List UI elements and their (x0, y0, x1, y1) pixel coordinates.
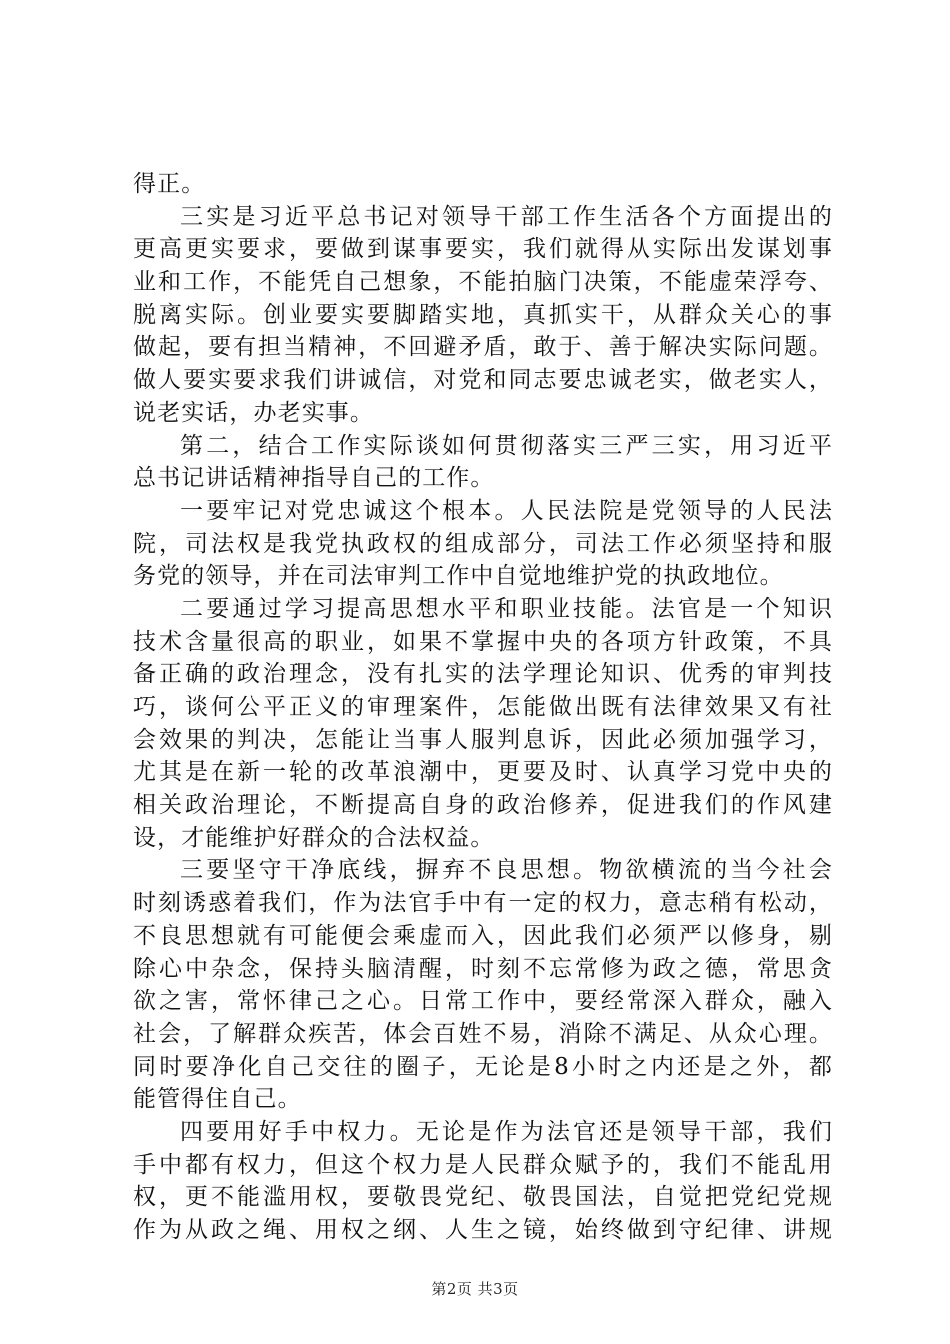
text-line: 务党的领导，并在司法审判工作中自觉地维护党的执政地位。 (133, 563, 784, 590)
text-line: 三实是习近平总书记对领导干部工作生活各个方面提出的 (180, 203, 833, 230)
text-line: 三要坚守干净底线，摒弃不良思想。物欲横流的当今社会 (180, 857, 833, 884)
text-line: 说老实话，办老实事。 (133, 399, 374, 426)
text-line: 得正。 (133, 171, 206, 197)
text-line: 业和工作，不能凭自己想象，不能拍脑门决策，不能虚荣浮夸、 (133, 269, 833, 296)
text-line: 院，司法权是我党执政权的组成部分，司法工作必须坚持和服 (133, 530, 833, 557)
text-line: 能管得住自己。 (133, 1086, 302, 1113)
text-line: 备正确的政治理念，没有扎实的法学理论知识、优秀的审判技 (133, 661, 833, 688)
text-line: 相关政治理论，不断提高自身的政治修养，促进我们的作风建 (133, 792, 833, 819)
text-line: 做起，要有担当精神，不回避矛盾，敢于、善于解决实际问题。 (133, 334, 833, 361)
text-line: 权，更不能滥用权，要敬畏党纪、敬畏国法，自觉把党纪党规 (133, 1184, 833, 1211)
text-line: 不良思想就有可能便会乘虚而入，因此我们必须严以修身，剔 (133, 922, 833, 949)
text-line: 四要用好手中权力。无论是作为法官还是领导干部，我们 (180, 1118, 833, 1145)
text-line: 一要牢记对党忠诚这个根本。人民法院是党领导的人民法 (180, 497, 833, 524)
page-footer: 第2页 共3页 (431, 1280, 519, 1298)
text-line: 除心中杂念，保持头脑清醒，时刻不忘常修为政之德，常思贪 (133, 955, 833, 982)
text-line: 同时要净化自己交往的圈子，无论是8小时之内还是之外，都 (133, 1053, 833, 1080)
text-line: 社会，了解群众疾苦，体会百姓不易，消除不满足、从众心理。 (133, 1020, 833, 1047)
text-line: 第二，结合工作实际谈如何贯彻落实三严三实，用习近平 (180, 432, 833, 459)
text-line: 巧，谈何公平正义的审理案件，怎能做出既有法律效果又有社 (133, 694, 833, 720)
text-line: 会效果的判决，怎能让当事人服判息诉，因此必须加强学习， (133, 726, 833, 753)
text-line: 时刻诱惑着我们，作为法官手中有一定的权力，意志稍有松动， (133, 890, 833, 917)
document-body (133, 168, 833, 1247)
text-line: 手中都有权力，但这个权力是人民群众赋予的，我们不能乱用 (133, 1151, 833, 1178)
text-line: 更高更实要求，要做到谋事要实，我们就得从实际出发谋划事 (133, 236, 833, 263)
text-line: 总书记讲话精神指导自己的工作。 (133, 465, 495, 492)
text-line: 脱离实际。创业要实要脚踏实地，真抓实干，从群众关心的事 (133, 301, 833, 328)
text-line: 做人要实要求我们讲诚信，对党和同志要忠诚老实，做老实人， (133, 367, 833, 394)
text-line: 二要通过学习提高思想水平和职业技能。法官是一个知识 (180, 595, 833, 622)
text-line: 欲之害，常怀律己之心。日常工作中，要经常深入群众，融入 (133, 988, 833, 1015)
text-line: 作为从政之绳、用权之纲、人生之镜，始终做到守纪律、讲规 (133, 1217, 833, 1243)
text-line: 技术含量很高的职业，如果不掌握中央的各项方针政策，不具 (133, 628, 833, 655)
text-line: 设，才能维护好群众的合法权益。 (133, 824, 495, 851)
text-line: 尤其是在新一轮的改革浪潮中，更要及时、认真学习党中央的 (133, 759, 833, 786)
